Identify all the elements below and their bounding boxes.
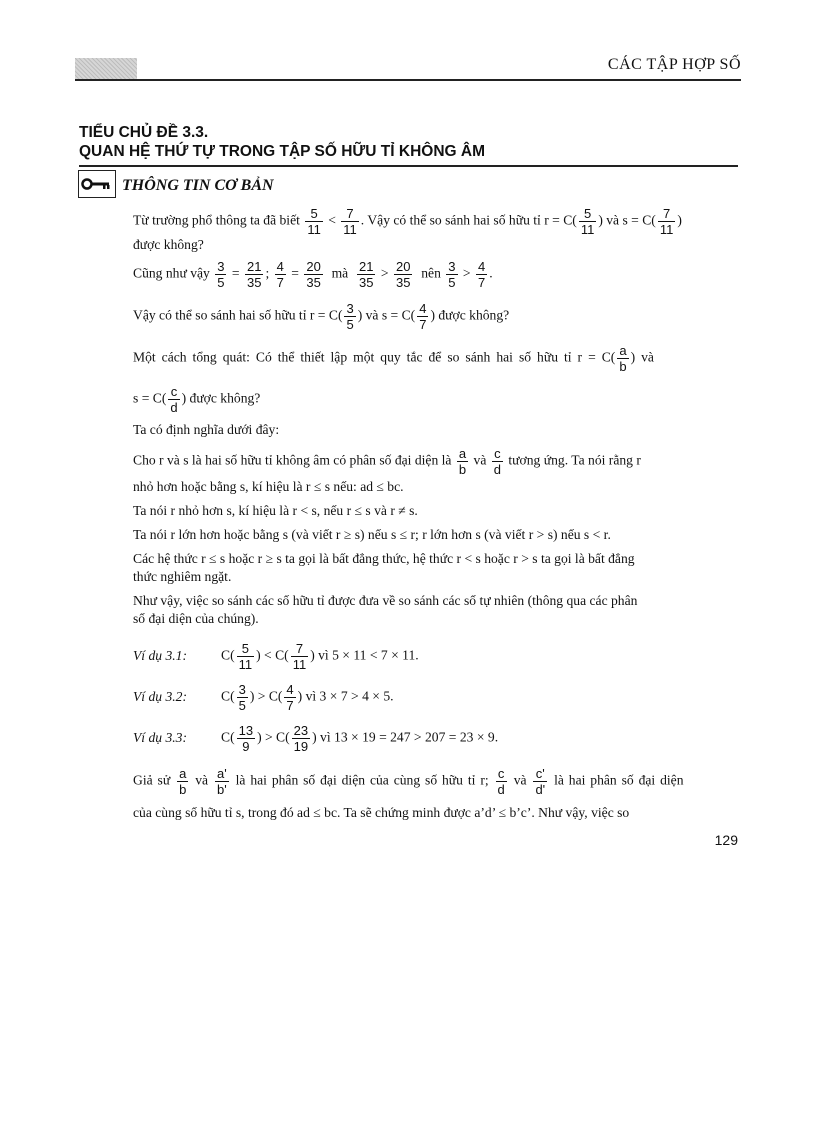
paragraph-9-cont: thức nghiêm ngặt. [133,569,232,584]
example-3-1: Ví dụ 3.1: C( $\frac{5}{11}$ ) < C( $\frac{7}{11}$ ) vì 5 × 11 < 7 × 11. [133,641,419,672]
paragraph-5: Ta có định nghĩa dưới đây: [133,422,280,437]
paragraph-3: Vậy có thể so sánh hai số hữu tỉ r = C( $\frac{3}{5}$ ) và s = C( $\frac{4}{7}$ ) được không? [133,301,510,332]
subsection-title: THÔNG TIN CƠ BẢN [122,177,274,194]
page-number: 129 [714,832,738,848]
fraction-7-11: $\frac{7}{11}$ [343,206,357,237]
key-icon-box [78,170,116,198]
paragraph-2: Cũng như vậy $\frac{3}{5}$ = $\frac{21}{35}$ ; $\frac{4}{7}$ = $\frac{20}{35}$ mà $\frac{21}{35}$ > $\frac{20}{35}$ nên $\frac{3}{5}$ > $\frac{4}{7}$ . [133,259,493,290]
paragraph-7: Ta nói r nhỏ hơn s, kí hiệu là r < s, nếu r ≤ s và r ≠ s. [133,503,418,518]
paragraph-6-cont: nhỏ hơn hoặc bằng s, kí hiệu là r ≤ s nếu: ad ≤ bc. [133,479,404,494]
fraction-5-11: $\frac{5}{11}$ [580,206,595,237]
paragraph-4-cont: s = C( $\frac{c}{d}$ ) được không? [133,384,261,415]
running-header: CÁC TẬP HỢP SỐ [607,56,741,73]
paragraph-10: Như vậy, việc so sánh các số hữu tỉ được đưa về so sánh các số tự nhiên (thông qua các phân [133,593,638,608]
paragraph-1-cont: được không? [133,237,204,252]
example-3-3: Ví dụ 3.3: C( $\frac{13}{9}$ ) > C( $\frac{23}{19}$ ) vì 13 × 19 = 247 > 207 = 23 × 9. [133,723,499,754]
section-title: QUAN HỆ THỨ TỰ TRONG TẬP SỐ HỮU TỈ KHÔNG ÂM [79,143,485,160]
fraction-5-11: $\frac{5}{11}$ [307,206,321,237]
paragraph-10-cont: số đại diện của chúng). [133,611,259,626]
section-number: TIỂU CHỦ ĐỀ 3.3. [79,124,209,141]
paragraph-11: Giả sử $\frac{a}{b}$ và $\frac{a'}{b'}$ là hai phân số đại diện của cùng số hữu tỉ r; $\frac{c}{d}$ và $\frac{c'}{d'}$ là hai phân số đại diện [133,766,684,797]
paragraph-9: Các hệ thức r ≤ s hoặc r ≥ s ta gọi là bất đẳng thức, hệ thức r < s hoặc r > s ta gọi là bất đẳng [133,551,635,566]
paragraph-12: của cùng số hữu tỉ s, trong đó ad ≤ bc. Ta sẽ chứng minh được a’d’ ≤ b’c’. Như vậy, việc so [133,805,630,820]
example-3-2: Ví dụ 3.2: C( $\frac{3}{5}$ ) > C( $\frac{4}{7}$ ) vì 3 × 7 > 4 × 5. [133,682,394,713]
key-icon [81,175,113,193]
section-rule [79,165,738,167]
fraction-7-11: $\frac{7}{11}$ [659,206,674,237]
paragraph-6: Cho r và s là hai số hữu tỉ không âm có phân số đại diện là $\frac{a}{b}$ và $\frac{c}{d}$ tương ứng. Ta nói rằng r [133,446,641,477]
header-rule [75,79,741,81]
paragraph-8: Ta nói r lớn hơn hoặc bằng s (và viết r ≥ s) nếu s ≤ r; r lớn hơn s (và viết r > s) nếu s < r. [133,527,611,542]
paragraph-1: Từ trường phổ thông ta đã biết $\frac{5}{11}$ < $\frac{7}{11}$ . Vậy có thể so sánh hai số hữu tỉ r = C( $\frac{5}{11}$ ) và s = C( $\frac{7}{11}$ ) [133,206,682,237]
header-decoration [75,58,137,80]
paragraph-4: Một cách tổng quát: Có thể thiết lập một quy tắc để so sánh hai số hữu tỉ r = C( $\frac{a}{b}$ ) và [133,343,654,374]
